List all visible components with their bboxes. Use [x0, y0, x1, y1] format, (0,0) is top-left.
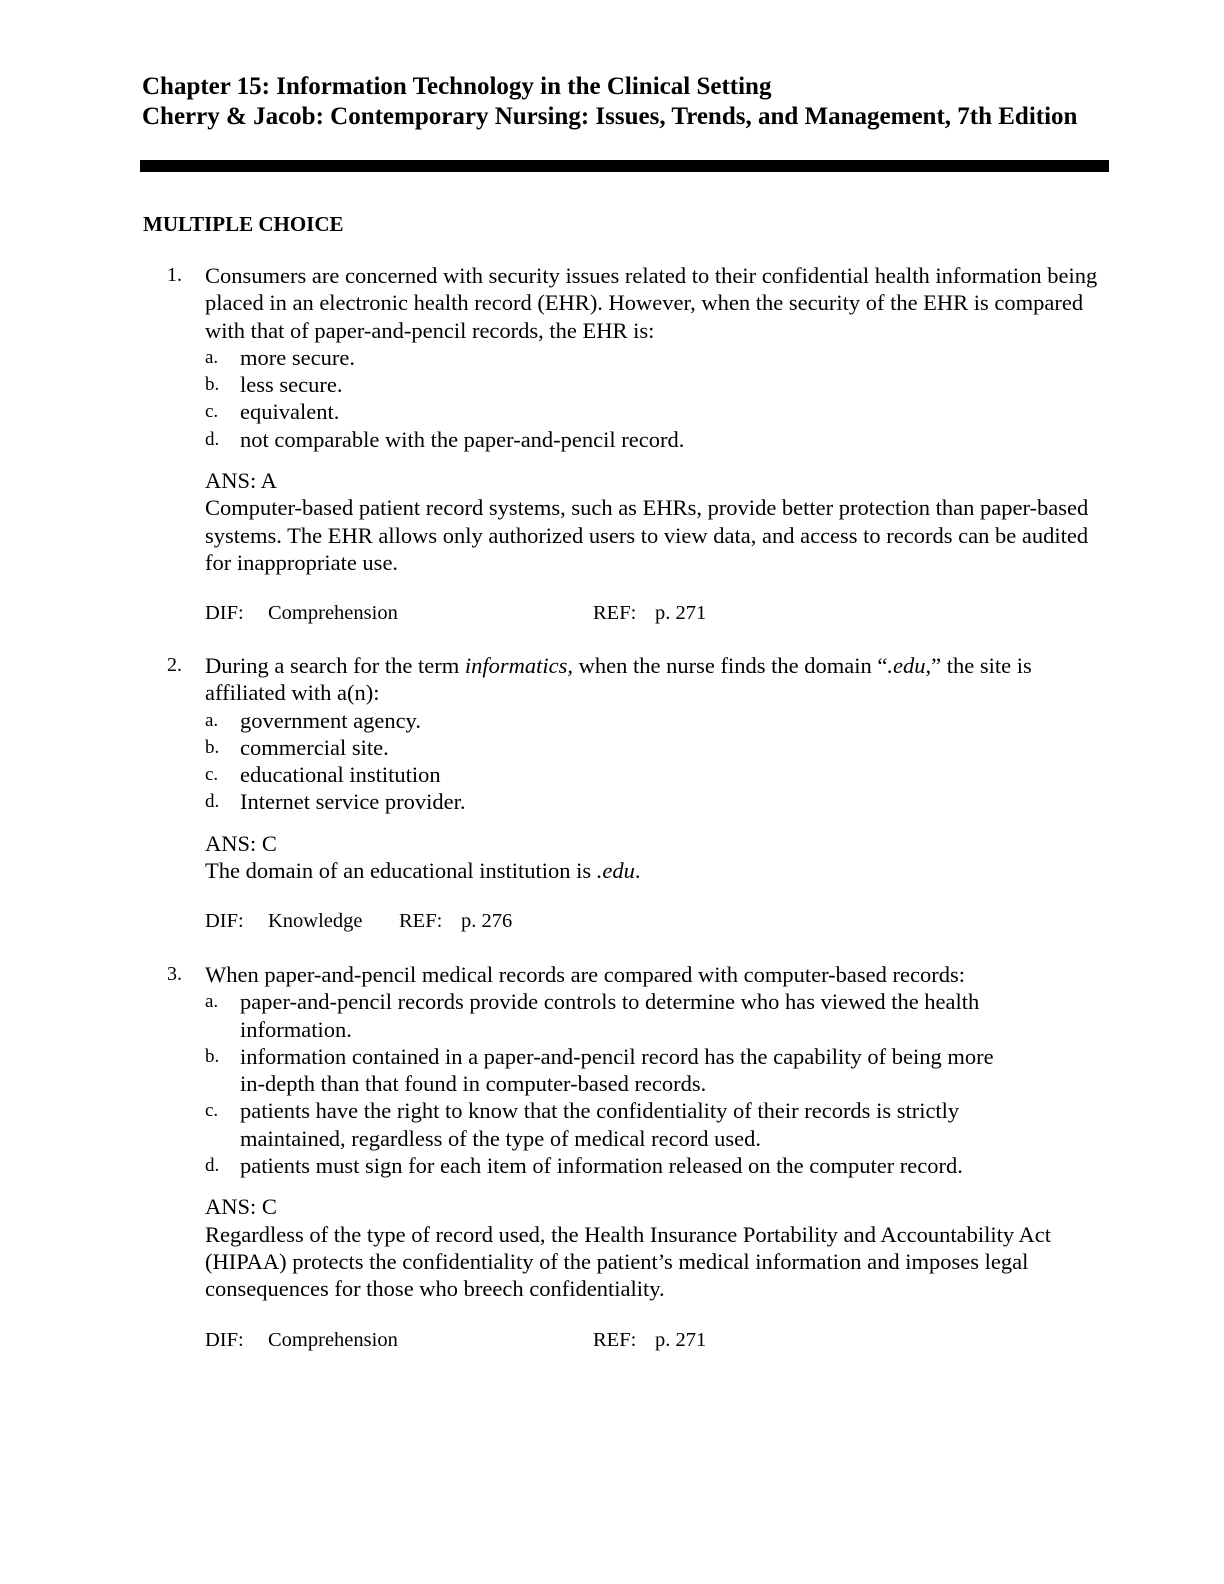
- choice-c: [205, 398, 1107, 425]
- choice-text: less secure.: [240, 372, 343, 398]
- choice-c: [205, 1097, 1030, 1152]
- answer-key: ANS: A: [205, 468, 277, 494]
- question-stem: [167, 961, 1107, 988]
- rationale: [205, 857, 1107, 884]
- choice-letter: b.: [205, 736, 220, 758]
- rationale: Computer-based patient record systems, such as EHRs, provide better protection than paper-based systems. The EHR allows only authorized users to view data, and access to records can be audited for inappropriate use.: [205, 495, 1089, 575]
- choice-d: [205, 426, 1107, 453]
- question-3: [167, 961, 1107, 1355]
- question-text-end: ,” the site is affiliated with a(n):: [205, 653, 1032, 706]
- question-meta: [205, 908, 1107, 936]
- choice-d: [205, 788, 1107, 815]
- ref-label: REF:: [399, 910, 443, 933]
- choice-letter: c.: [205, 401, 219, 423]
- rationale-end: .: [634, 858, 641, 884]
- rationale-text: The domain of an educational institution is: [205, 858, 597, 884]
- choice-a: [205, 988, 1030, 1043]
- choice-letter: a.: [205, 991, 219, 1013]
- answer-key: ANS: C: [205, 830, 277, 856]
- choice-b: [205, 371, 1107, 398]
- question-text: When paper-and-pencil medical records are compared with computer-based records:: [205, 962, 965, 987]
- question-text-start: During a search for the term: [205, 653, 465, 678]
- question-number: 2.: [167, 654, 182, 676]
- choice-text: more secure.: [240, 344, 355, 370]
- choice-text: equivalent.: [240, 399, 340, 425]
- choice-text: educational institution: [240, 762, 441, 788]
- choice-letter: c.: [205, 764, 219, 786]
- question-number: 1.: [167, 264, 182, 286]
- book-title: Cherry & Jacob: Contemporary Nursing: Issues, Trends, and Management, 7th Edition: [142, 102, 1078, 130]
- rationale-domain: .edu: [596, 858, 635, 884]
- question-stem: [167, 652, 1107, 707]
- choice-text: Internet service provider.: [240, 789, 466, 815]
- section-title: MULTIPLE CHOICE: [143, 212, 344, 236]
- choice-b: [205, 734, 1107, 761]
- choice-letter: b.: [205, 374, 220, 396]
- choice-text: patients have the right to know that the confidentiality of their records is strictly maintained, regardless of the type of medical record used.: [240, 1098, 960, 1151]
- question-meta: [205, 600, 1107, 628]
- chapter-title: Chapter 15: Information Technology in the Clinical Setting: [142, 73, 772, 100]
- choice-a: [205, 344, 1107, 371]
- question-stem: [167, 262, 1107, 344]
- ref-label: REF:: [593, 1328, 637, 1351]
- choice-list: [205, 988, 1107, 1179]
- document-header: [142, 72, 1082, 131]
- choice-letter: d.: [205, 791, 220, 813]
- question-number: 3.: [167, 963, 182, 985]
- question-term: informatics,: [464, 653, 574, 678]
- ref-label: REF:: [593, 602, 637, 625]
- difficulty: Comprehension: [268, 1328, 398, 1351]
- question-2: [167, 652, 1107, 936]
- question-domain: .edu: [887, 653, 926, 678]
- question-meta: [205, 1327, 1107, 1355]
- difficulty: Knowledge: [268, 910, 363, 933]
- choice-text: government agency.: [240, 707, 421, 733]
- question-1: [167, 262, 1107, 628]
- choice-b: [205, 1043, 1000, 1098]
- choice-list: [205, 344, 1107, 453]
- choice-letter: a.: [205, 346, 219, 368]
- choice-text: commercial site.: [240, 734, 389, 760]
- choice-a: [205, 707, 1107, 734]
- question-text: Consumers are concerned with security issues related to their confidential health information being placed in an electronic health record (EHR). However, when the security of the EHR is compared with that of paper-and-pencil records, the EHR is:: [205, 263, 1098, 343]
- header-rule: [140, 160, 1109, 172]
- question-text-mid: when the nurse finds the domain “: [573, 653, 888, 678]
- choice-text: paper-and-pencil records provide controls to determine who has viewed the health information.: [240, 989, 980, 1042]
- choice-text: information contained in a paper-and-pencil record has the capability of being more in-depth than that found in computer-based records.: [240, 1043, 994, 1097]
- choice-letter: c.: [205, 1100, 219, 1122]
- choice-letter: d.: [205, 1155, 220, 1177]
- page-reference: p. 276: [461, 910, 513, 933]
- choice-text: patients must sign for each item of information released on the computer record.: [240, 1153, 963, 1179]
- choice-d: [205, 1152, 1107, 1179]
- dif-label: DIF:: [205, 1328, 244, 1351]
- choice-letter: a.: [205, 709, 219, 731]
- rationale: Regardless of the type of record used, the Health Insurance Portability and Accountability Act (HIPAA) protects the confidentiality of the patient’s medical information and imposes legal consequences for those who breech confidentiality.: [205, 1221, 1052, 1302]
- difficulty: Comprehension: [268, 602, 398, 625]
- choice-list: [205, 707, 1107, 816]
- dif-label: DIF:: [205, 910, 244, 933]
- choice-c: [205, 761, 1107, 788]
- dif-label: DIF:: [205, 602, 244, 625]
- choice-letter: d.: [205, 428, 220, 450]
- page-reference: p. 271: [655, 602, 707, 625]
- choice-text: not comparable with the paper-and-pencil record.: [240, 426, 685, 452]
- choice-letter: b.: [205, 1045, 220, 1067]
- answer-key: ANS: C: [205, 1194, 277, 1220]
- page-reference: p. 271: [655, 1328, 707, 1351]
